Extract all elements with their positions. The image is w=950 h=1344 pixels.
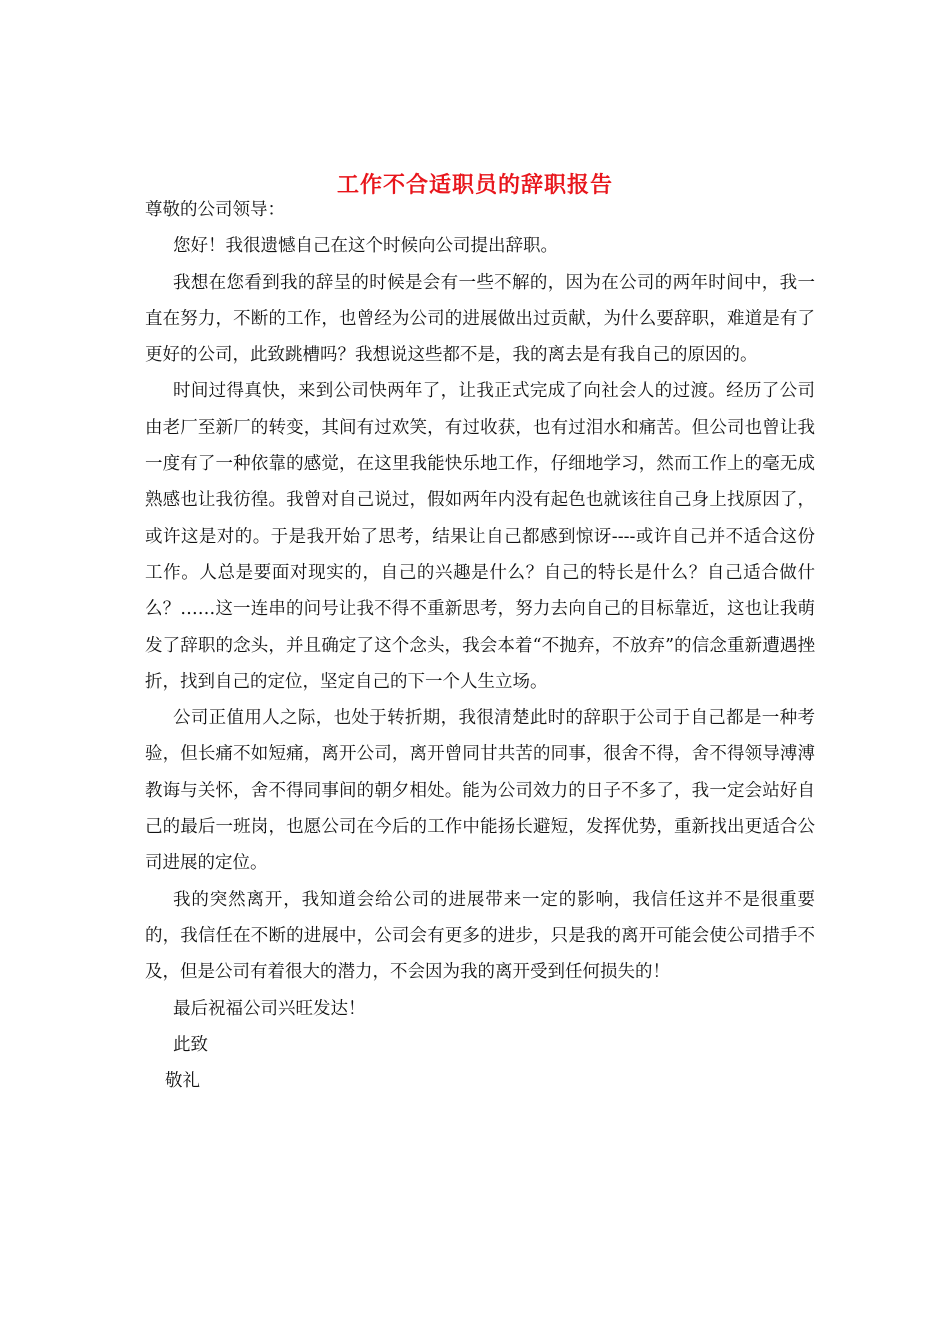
paragraph-greeting: 您好！我很遗憾自己在这个时候向公司提出辞职。 xyxy=(173,236,558,257)
closing-line-2: 敬礼 xyxy=(165,1071,200,1092)
paragraph-blessing: 最后祝福公司兴旺发达！ xyxy=(173,998,366,1019)
closing-line-1: 此致 xyxy=(173,1034,208,1055)
paragraph-reason: 我想在您看到我的辞呈的时候是会有一些不解的，因为在公司的两年时间中，我一直在努力，不断的工作，也曾经为公司的进展做出过贡献，为什么要辞职，难道是有了更好的公司，此致跳槽吗？我想说这些都不是，我的离去是有我自己的原因的。 xyxy=(145,272,815,366)
paragraph-reflection: 时间过得真快，来到公司快两年了，让我正式完成了向社会人的过渡。经历了公司由老厂至新厂的转变，其间有过欢笑，有过收获，也有过泪水和痛苦。但公司也曾让我一度有了一种依靠的感觉，在这里我能快乐地工作，仔细地学习，然而工作上的毫无成熟感也让我彷徨。我曾对自己说过，假如两年内没有起色也就该往自己身上找原因了，或许这是对的。于是我开始了思考，结果让自己都感到惊讶----或许自己并不适合这份工作。人总是要面对现实的，自己的兴趣是什么？自己的特长是什么？自己适合做什么？……这一连串的问号让我不得不重新思考，努力去向自己的目标靠近，这也让我萌发了辞职的念头，并且确定了这个念头，我会本着“不抛弃，不放弃”的信念重新遭遇挫折，找到自己的定位，坚定自己的下一个人生立场。 xyxy=(145,381,815,692)
letter-body xyxy=(145,192,815,1099)
document-title: 工作不合适职员的辞职报告 xyxy=(336,171,613,198)
paragraph-farewell: 公司正值用人之际，也处于转折期，我很清楚此时的辞职于公司于自己都是一种考验，但长痛不如短痛，离开公司，离开曾同甘共苦的同事，很舍不得，舍不得领导溥溥教诲与关怀，舍不得同事间的朝夕相处。能为公司效力的日子不多了，我一定会站好自己的最后一班岗，也愿公司在今后的工作中能扬长避短，发挥优势，重新找出更适合公司进展的定位。 xyxy=(145,708,815,874)
salutation: 尊敬的公司领导： xyxy=(145,200,285,220)
paragraph-impact: 我的突然离开，我知道会给公司的进展带来一定的影响，我信任这并不是很重要的，我信任在不断的进展中，公司会有更多的进步，只是我的离开可能会使公司措手不及，但是公司有着很大的潜力，不会因为我的离开受到任何损失的！ xyxy=(145,889,815,983)
